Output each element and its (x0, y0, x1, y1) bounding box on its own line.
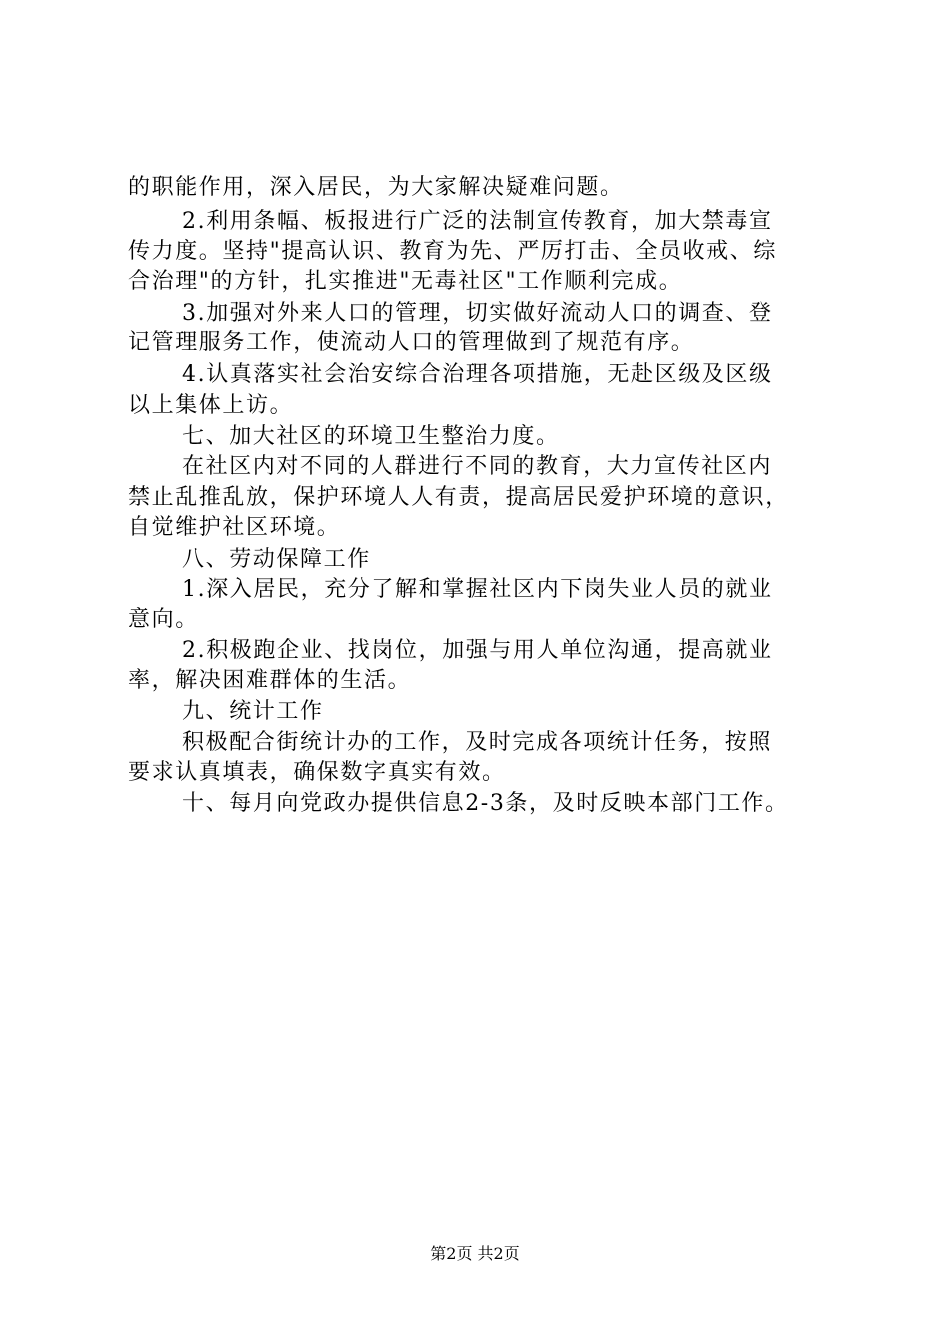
paragraph-line: 积极配合街统计办的工作，及时完成各项统计任务，按照 (182, 730, 773, 755)
paragraph-line: 1.深入居民，充分了解和掌握社区内下岗失业人员的就业 (182, 577, 773, 602)
paragraph-line: 以上集体上访。 (128, 393, 294, 418)
section-heading: 十、每月向党政办提供信息2-3条，及时反映本部门工作。 (182, 791, 789, 816)
paragraph-line: 4.认真落实社会治安综合治理各项措施，无赴区级及区级 (182, 362, 773, 387)
section-heading: 九、统计工作 (182, 699, 324, 724)
paragraph-line: 传力度。坚持"提高认识、教育为先、严厉打击、全员收戒、综 (128, 239, 777, 264)
paragraph-line: 3.加强对外来人口的管理，切实做好流动人口的调查、登 (182, 301, 773, 326)
paragraph-line: 2.积极跑企业、找岗位，加强与用人单位沟通，提高就业 (182, 638, 773, 663)
paragraph-line: 要求认真填表，确保数字真实有效。 (128, 760, 506, 785)
paragraph-line: 禁止乱推乱放，保护环境人人有责，提高居民爱护环境的意识， (128, 485, 789, 510)
paragraph-line: 2.利用条幅、板报进行广泛的法制宣传教育，加大禁毒宣 (182, 209, 773, 234)
page-number-footer: 第2页 共2页 (430, 1244, 520, 1263)
section-heading: 七、加大社区的环境卫生整治力度。 (182, 424, 560, 449)
paragraph-line: 的职能作用，深入居民，为大家解决疑难问题。 (128, 175, 624, 200)
paragraph-line: 意向。 (128, 607, 199, 632)
paragraph-line: 自觉维护社区环境。 (128, 515, 341, 540)
paragraph-line: 记管理服务工作，使流动人口的管理做到了规范有序。 (128, 330, 695, 355)
paragraph-line: 合治理"的方针，扎实推进"无毒社区"工作顺利完成。 (128, 269, 683, 294)
paragraph-line: 在社区内对不同的人群进行不同的教育，大力宣传社区内 (182, 454, 773, 479)
paragraph-line: 率，解决困难群体的生活。 (128, 668, 412, 693)
section-heading: 八、劳动保障工作 (182, 547, 371, 572)
